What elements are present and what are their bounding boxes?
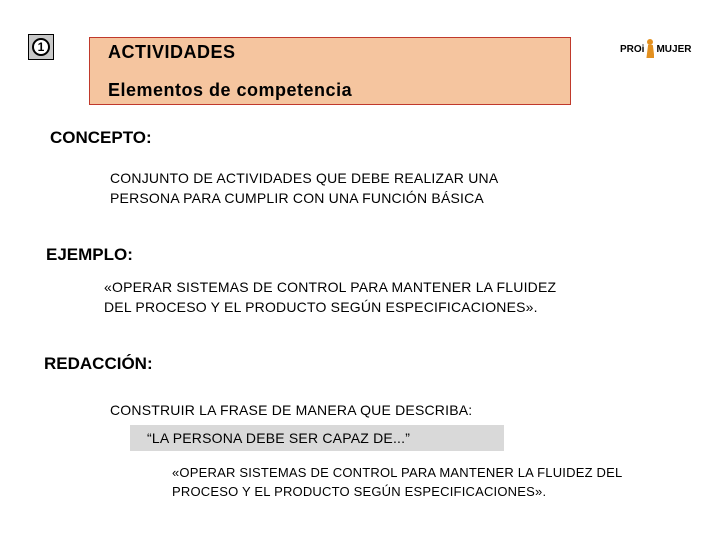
redaccion-heading: REDACCIÓN: xyxy=(44,354,153,373)
page-subtitle: Elementos de competencia xyxy=(108,80,353,100)
concepto-line: CONJUNTO DE ACTIVIDADES QUE DEBE REALIZAR UNA xyxy=(110,170,499,186)
ejemplo-heading: EJEMPLO: xyxy=(46,245,133,264)
redaccion-example-line: PROCESO Y EL PRODUCTO SEGÚN ESPECIFICACIONES». xyxy=(172,484,547,499)
concepto-line: PERSONA PARA CUMPLIR CON UNA FUNCIÓN BÁSICA xyxy=(110,190,484,206)
logo-text-right: MUJER xyxy=(656,43,692,55)
frase-text: “LA PERSONA DEBE SER CAPAZ DE...” xyxy=(147,430,411,446)
concepto-text xyxy=(110,168,498,208)
ejemplo-line: DEL PROCESO Y EL PRODUCTO SEGÚN ESPECIFICACIONES». xyxy=(104,299,538,315)
redaccion-instruction: CONSTRUIR LA FRASE DE MANERA QUE DESCRIBA: xyxy=(110,402,473,418)
logo xyxy=(620,39,691,59)
page-title: ACTIVIDADES xyxy=(108,42,236,62)
redaccion-example-line: «OPERAR SISTEMAS DE CONTROL PARA MANTENER LA FLUIDEZ DEL xyxy=(172,465,623,480)
concepto-heading: CONCEPTO: xyxy=(50,128,152,147)
ejemplo-line: «OPERAR SISTEMAS DE CONTROL PARA MANTENER LA FLUIDEZ xyxy=(104,279,557,295)
woman-figure-icon xyxy=(645,39,655,59)
slide-number-button[interactable] xyxy=(28,34,54,60)
logo-text-left: PROi xyxy=(620,43,645,55)
ejemplo-text xyxy=(104,277,556,317)
redaccion-example xyxy=(172,463,622,501)
numbered-circle-icon: 1 xyxy=(32,38,50,56)
